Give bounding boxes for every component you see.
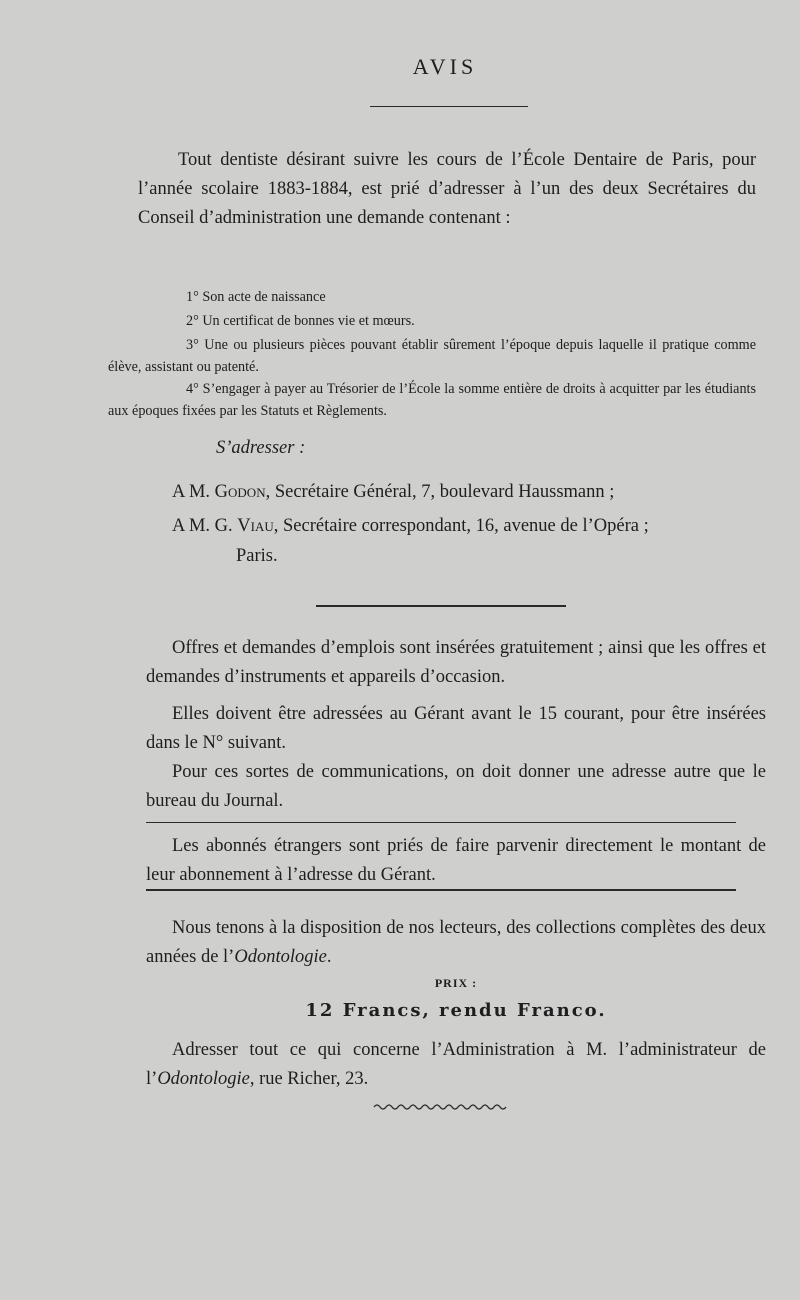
elles-paragraph: Elles doivent être adressées au Gérant avant le 15 courant, pour être insérées dans le N° suivant. bbox=[146, 704, 766, 753]
section-rule-2 bbox=[146, 822, 736, 823]
contact-godon bbox=[172, 478, 772, 507]
collections-end: . bbox=[326, 947, 332, 967]
item-1: 1° Son acte de naissance bbox=[186, 289, 326, 305]
admin-text: Adresser tout ce qui concerne l’Administration à M. l’administrateur de l’ bbox=[146, 1040, 766, 1089]
contact-godon-rest: , Secrétaire Général, 7, boulevard Haussmann ; bbox=[265, 482, 615, 502]
admin-paragraph bbox=[146, 1036, 766, 1094]
pour-paragraph: Pour ces sortes de communications, on doit donner une adresse autre que le bureau du Journal. bbox=[146, 762, 766, 811]
contact-viau-rest: , Secrétaire correspondant, 16, avenue de l’Opéra ; bbox=[273, 516, 649, 536]
contact-godon-prefix: A M. bbox=[172, 482, 215, 502]
wavy-ornament bbox=[372, 1100, 508, 1114]
collections-italic: Odontologie bbox=[234, 947, 327, 967]
contact-viau bbox=[172, 512, 772, 541]
contact-city: Paris. bbox=[236, 546, 278, 566]
collections-paragraph bbox=[146, 914, 766, 972]
contact-viau-name: Viau bbox=[237, 516, 274, 536]
abonnes-paragraph: Les abonnés étrangers sont priés de faire parvenir directement le montant de leur abonnement à l’adresse du Gérant. bbox=[146, 836, 766, 885]
intro-paragraph: Tout dentiste désirant suivre les cours de l’École Dentaire de Paris, pour l’année scolaire 1883-1884, est prié d’adresser à l’un des deux Secrétaires du Conseil d’administration une demande contenant : bbox=[138, 150, 756, 228]
contact-godon-name: Godon bbox=[214, 482, 266, 502]
page-title: AVIS bbox=[412, 54, 478, 79]
contact-viau-prefix: A M. G. bbox=[172, 516, 238, 536]
item-4: 4° S’engager à payer au Trésorier de l’École la somme entière de droits à acquitter par les étudiants aux époques fixées par les Statuts et Règlements. bbox=[108, 381, 756, 419]
offres-paragraph: Offres et demandes d’emplois sont insérées gratuitement ; ainsi que les offres et demandes d’instruments et appareils d’occasion. bbox=[146, 638, 766, 687]
item-3: 3° Une ou plusieurs pièces pouvant établir sûrement l’époque depuis laquelle il pratique comme élève, assistant ou patenté. bbox=[108, 337, 756, 375]
adresser-heading: S’adresser : bbox=[216, 438, 306, 458]
title-rule bbox=[370, 106, 528, 107]
admin-italic: Odontologie bbox=[157, 1069, 250, 1089]
item-2: 2° Un certificat de bonnes vie et mœurs. bbox=[186, 313, 415, 329]
section-rule-3 bbox=[146, 889, 736, 891]
prix-label: PRIX : bbox=[434, 976, 478, 990]
prix-value: 12 Francs, rendu Franco. bbox=[305, 1000, 607, 1021]
collections-text: Nous tenons à la disposition de nos lecteurs, des collections complètes des deux années de l’ bbox=[146, 918, 766, 967]
admin-end: , rue Richer, 23. bbox=[249, 1069, 369, 1089]
section-rule-1 bbox=[316, 605, 566, 607]
